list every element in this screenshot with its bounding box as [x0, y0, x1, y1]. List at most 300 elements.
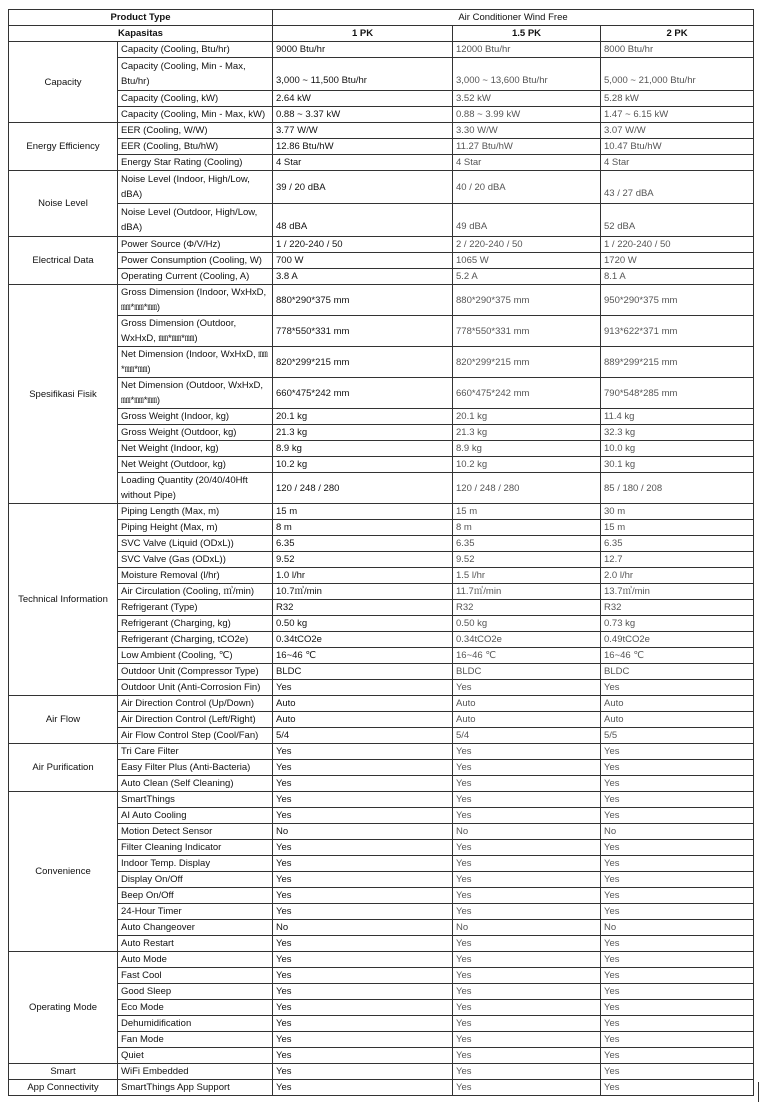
table-row — [9, 632, 754, 648]
spec-value-1pk: Yes — [273, 856, 453, 872]
table-row — [9, 568, 754, 584]
table-row — [9, 171, 754, 204]
spec-value-1-5pk: 0.34tCO2e — [453, 632, 601, 648]
spec-value-1pk: 3.77 W/W — [273, 123, 453, 139]
spec-value-1-5pk: Yes — [453, 936, 601, 952]
spec-value-1-5pk: 20.1 kg — [453, 409, 601, 425]
column-header-1pk: 1 PK — [273, 26, 453, 42]
table-row — [9, 856, 754, 872]
spec-value-1pk: Yes — [273, 840, 453, 856]
spec-label: Beep On/Off — [118, 888, 273, 904]
spec-label: Air Circulation (Cooling, ㎥/min) — [118, 584, 273, 600]
spec-value-1-5pk: 0.50 kg — [453, 616, 601, 632]
spec-value-1-5pk: 5/4 — [453, 728, 601, 744]
spec-value-1-5pk: 15 m — [453, 504, 601, 520]
spec-value-1pk: No — [273, 920, 453, 936]
spec-value-1pk: Yes — [273, 936, 453, 952]
spec-label: Filter Cleaning Indicator — [118, 840, 273, 856]
spec-value-2pk: Yes — [601, 904, 754, 920]
spec-label: Net Weight (Outdoor, kg) — [118, 457, 273, 473]
table-row — [9, 680, 754, 696]
table-row — [9, 1080, 754, 1096]
spec-label: Display On/Off — [118, 872, 273, 888]
spec-value-2pk: Yes — [601, 1016, 754, 1032]
spec-value-2pk: Yes — [601, 952, 754, 968]
spec-value-1-5pk: 1065 W — [453, 253, 601, 269]
spec-value-1pk: 660*475*242 mm — [273, 378, 453, 409]
spec-value-1-5pk: No — [453, 824, 601, 840]
spec-value-1pk: 0.88 ~ 3.37 kW — [273, 107, 453, 123]
spec-label: Quiet — [118, 1048, 273, 1064]
spec-value-1pk: Yes — [273, 1080, 453, 1096]
spec-value-1pk: Yes — [273, 968, 453, 984]
spec-value-2pk: 11.4 kg — [601, 409, 754, 425]
spec-label: Gross Weight (Indoor, kg) — [118, 409, 273, 425]
spec-value-2pk: 10.0 kg — [601, 441, 754, 457]
spec-value-1-5pk: 40 / 20 dBA — [453, 171, 601, 204]
spec-value-2pk: Yes — [601, 936, 754, 952]
spec-label: Capacity (Cooling, kW) — [118, 91, 273, 107]
spec-value-1pk: 8.9 kg — [273, 441, 453, 457]
spec-value-1pk: BLDC — [273, 664, 453, 680]
group-label: Noise Level — [9, 171, 118, 237]
spec-value-1pk: 48 dBA — [273, 204, 453, 237]
table-row — [9, 744, 754, 760]
spec-value-1-5pk: Yes — [453, 776, 601, 792]
column-header-2pk: 2 PK — [601, 26, 754, 42]
table-row — [9, 473, 754, 504]
spec-label: Gross Dimension (Outdoor, WxHxD, ㎜*㎜*㎜) — [118, 316, 273, 347]
spec-value-2pk: Yes — [601, 792, 754, 808]
spec-value-2pk: Yes — [601, 888, 754, 904]
spec-label: Operating Current (Cooling, A) — [118, 269, 273, 285]
spec-value-1pk: R32 — [273, 600, 453, 616]
spec-label: Capacity (Cooling, Min - Max, Btu/hr) — [118, 58, 273, 91]
spec-value-1pk: 10.2 kg — [273, 457, 453, 473]
spec-label: Air Direction Control (Up/Down) — [118, 696, 273, 712]
spec-value-2pk: BLDC — [601, 664, 754, 680]
spec-value-1-5pk: Yes — [453, 680, 601, 696]
table-row — [9, 42, 754, 58]
spec-value-1-5pk: 2 / 220-240 / 50 — [453, 237, 601, 253]
spec-value-1pk: 9000 Btu/hr — [273, 42, 453, 58]
spec-value-1pk: Yes — [273, 952, 453, 968]
spec-value-1pk: 1 / 220-240 / 50 — [273, 237, 453, 253]
spec-label: Moisture Removal (l/hr) — [118, 568, 273, 584]
spec-value-1pk: 0.34tCO2e — [273, 632, 453, 648]
spec-value-1pk: Yes — [273, 1064, 453, 1080]
spec-value-1-5pk: 6.35 — [453, 536, 601, 552]
header-row-product-type — [9, 10, 754, 26]
spec-value-1pk: Yes — [273, 888, 453, 904]
spec-value-1-5pk: 0.88 ~ 3.99 kW — [453, 107, 601, 123]
spec-value-1pk: 0.50 kg — [273, 616, 453, 632]
spec-label: Capacity (Cooling, Min - Max, kW) — [118, 107, 273, 123]
table-row — [9, 920, 754, 936]
spec-value-1pk: Yes — [273, 904, 453, 920]
spec-value-2pk: 8000 Btu/hr — [601, 42, 754, 58]
spec-value-1-5pk: 11.27 Btu/hW — [453, 139, 601, 155]
spec-value-1pk: 39 / 20 dBA — [273, 171, 453, 204]
spec-value-1-5pk: Auto — [453, 712, 601, 728]
spec-value-1pk: 4 Star — [273, 155, 453, 171]
spec-value-2pk: 16~46 ℃ — [601, 648, 754, 664]
spec-value-1pk: Yes — [273, 760, 453, 776]
table-row — [9, 155, 754, 171]
table-row — [9, 441, 754, 457]
spec-value-1-5pk: Yes — [453, 968, 601, 984]
spec-value-1-5pk: BLDC — [453, 664, 601, 680]
spec-value-1pk: Yes — [273, 808, 453, 824]
spec-value-2pk: Yes — [601, 1000, 754, 1016]
group-label: Capacity — [9, 42, 118, 123]
product-type-value: Air Conditioner Wind Free — [273, 10, 754, 26]
spec-value-1pk: 21.3 kg — [273, 425, 453, 441]
spec-value-1-5pk: Auto — [453, 696, 601, 712]
spec-value-2pk: Yes — [601, 968, 754, 984]
spec-value-1-5pk: R32 — [453, 600, 601, 616]
table-row — [9, 409, 754, 425]
spec-label: EER (Cooling, Btu/hW) — [118, 139, 273, 155]
table-row — [9, 872, 754, 888]
table-row — [9, 285, 754, 316]
spec-label: Dehumidification — [118, 1016, 273, 1032]
spec-value-1-5pk: Yes — [453, 1048, 601, 1064]
table-row — [9, 504, 754, 520]
table-row — [9, 1000, 754, 1016]
spec-value-2pk: 1720 W — [601, 253, 754, 269]
spec-value-2pk: Yes — [601, 760, 754, 776]
spec-value-1pk: 700 W — [273, 253, 453, 269]
spec-value-1-5pk: 4 Star — [453, 155, 601, 171]
spec-value-2pk: No — [601, 920, 754, 936]
spec-value-1pk: 15 m — [273, 504, 453, 520]
spec-value-1-5pk: Yes — [453, 952, 601, 968]
group-label: Spesifikasi Fisik — [9, 285, 118, 504]
spec-label: Fan Mode — [118, 1032, 273, 1048]
spec-label: Motion Detect Sensor — [118, 824, 273, 840]
spec-value-1-5pk: 820*299*215 mm — [453, 347, 601, 378]
spec-value-1-5pk: Yes — [453, 856, 601, 872]
spec-value-1-5pk: 3.52 kW — [453, 91, 601, 107]
table-row — [9, 840, 754, 856]
table-row — [9, 600, 754, 616]
spec-value-1-5pk: Yes — [453, 792, 601, 808]
spec-value-2pk: Yes — [601, 1032, 754, 1048]
kapasitas-label: Kapasitas — [9, 26, 273, 42]
table-row — [9, 968, 754, 984]
spec-label: Net Weight (Indoor, kg) — [118, 441, 273, 457]
table-row — [9, 648, 754, 664]
spec-value-1-5pk: 11.7㎥/min — [453, 584, 601, 600]
spec-label: Auto Restart — [118, 936, 273, 952]
spec-value-1-5pk: 21.3 kg — [453, 425, 601, 441]
table-row — [9, 107, 754, 123]
spec-value-2pk: 8.1 A — [601, 269, 754, 285]
spec-label: Indoor Temp. Display — [118, 856, 273, 872]
spec-value-1-5pk: 880*290*375 mm — [453, 285, 601, 316]
spec-value-1pk: Auto — [273, 696, 453, 712]
spec-value-2pk: 0.73 kg — [601, 616, 754, 632]
table-row — [9, 269, 754, 285]
table-row — [9, 808, 754, 824]
spec-sheet — [8, 9, 754, 1096]
spec-value-2pk: 1.47 ~ 6.15 kW — [601, 107, 754, 123]
spec-label: Refrigerant (Type) — [118, 600, 273, 616]
spec-body — [9, 42, 754, 1096]
table-row — [9, 237, 754, 253]
table-row — [9, 984, 754, 1000]
spec-label: Power Source (Φ/V/Hz) — [118, 237, 273, 253]
spec-label: Easy Filter Plus (Anti-Bacteria) — [118, 760, 273, 776]
spec-value-2pk: Yes — [601, 808, 754, 824]
spec-value-1pk: 2.64 kW — [273, 91, 453, 107]
spec-value-2pk: 790*548*285 mm — [601, 378, 754, 409]
spec-value-2pk: 950*290*375 mm — [601, 285, 754, 316]
spec-label: Refrigerant (Charging, kg) — [118, 616, 273, 632]
spec-value-2pk: 889*299*215 mm — [601, 347, 754, 378]
spec-value-2pk: 5.28 kW — [601, 91, 754, 107]
spec-value-1-5pk: Yes — [453, 984, 601, 1000]
product-type-label: Product Type — [9, 10, 273, 26]
spec-value-2pk: 913*622*371 mm — [601, 316, 754, 347]
spec-value-1pk: 820*299*215 mm — [273, 347, 453, 378]
spec-label: SmartThings — [118, 792, 273, 808]
spec-label: Energy Star Rating (Cooling) — [118, 155, 273, 171]
table-row — [9, 776, 754, 792]
spec-value-1pk: No — [273, 824, 453, 840]
spec-value-2pk: 10.47 Btu/hW — [601, 139, 754, 155]
spec-label: Air Flow Control Step (Cool/Fan) — [118, 728, 273, 744]
spec-value-1pk: Yes — [273, 1000, 453, 1016]
spec-value-1-5pk: 9.52 — [453, 552, 601, 568]
spec-value-1-5pk: 5.2 A — [453, 269, 601, 285]
spec-value-1-5pk: Yes — [453, 1000, 601, 1016]
table-row — [9, 253, 754, 269]
spec-value-1pk: 880*290*375 mm — [273, 285, 453, 316]
spec-value-1-5pk: Yes — [453, 840, 601, 856]
header-row-kapasitas — [9, 26, 754, 42]
spec-value-2pk: 5,000 ~ 21,000 Btu/hr — [601, 58, 754, 91]
spec-value-1-5pk: 778*550*331 mm — [453, 316, 601, 347]
table-row — [9, 520, 754, 536]
table-row — [9, 425, 754, 441]
spec-value-1-5pk: Yes — [453, 1032, 601, 1048]
table-row — [9, 1032, 754, 1048]
table-row — [9, 1064, 754, 1080]
spec-value-2pk: 32.3 kg — [601, 425, 754, 441]
spec-value-1pk: Yes — [273, 776, 453, 792]
spec-label: Fast Cool — [118, 968, 273, 984]
table-row — [9, 952, 754, 968]
spec-value-1-5pk: 3.30 W/W — [453, 123, 601, 139]
spec-value-1-5pk: Yes — [453, 744, 601, 760]
spec-value-2pk: 30 m — [601, 504, 754, 520]
spec-label: Piping Length (Max, m) — [118, 504, 273, 520]
table-row — [9, 712, 754, 728]
spec-value-2pk: 52 dBA — [601, 204, 754, 237]
spec-value-2pk: Auto — [601, 712, 754, 728]
spec-value-1pk: 12.86 Btu/hW — [273, 139, 453, 155]
spec-value-1pk: Yes — [273, 1032, 453, 1048]
table-row — [9, 792, 754, 808]
spec-value-2pk: Yes — [601, 744, 754, 760]
spec-value-1pk: 16~46 ℃ — [273, 648, 453, 664]
spec-value-1-5pk: 49 dBA — [453, 204, 601, 237]
group-label: Electrical Data — [9, 237, 118, 285]
spec-label: Air Direction Control (Left/Right) — [118, 712, 273, 728]
spec-value-1-5pk: 12000 Btu/hr — [453, 42, 601, 58]
spec-value-1pk: Yes — [273, 872, 453, 888]
spec-label: Outdoor Unit (Compressor Type) — [118, 664, 273, 680]
spec-value-2pk: 12.7 — [601, 552, 754, 568]
spec-label: Gross Weight (Outdoor, kg) — [118, 425, 273, 441]
spec-value-2pk: 6.35 — [601, 536, 754, 552]
spec-value-2pk: Yes — [601, 1080, 754, 1096]
spec-value-1-5pk: 1.5 l/hr — [453, 568, 601, 584]
table-row — [9, 536, 754, 552]
spec-value-1pk: Yes — [273, 680, 453, 696]
spec-label: SmartThings App Support — [118, 1080, 273, 1096]
table-row — [9, 664, 754, 680]
spec-value-1-5pk: Yes — [453, 872, 601, 888]
spec-value-2pk: 4 Star — [601, 155, 754, 171]
spec-value-2pk: 3.07 W/W — [601, 123, 754, 139]
spec-label: SVC Valve (Liquid (ODxL)) — [118, 536, 273, 552]
spec-value-1pk: 10.7㎥/min — [273, 584, 453, 600]
spec-label: 24-Hour Timer — [118, 904, 273, 920]
spec-label: Capacity (Cooling, Btu/hr) — [118, 42, 273, 58]
group-label: Air Flow — [9, 696, 118, 744]
spec-value-2pk: R32 — [601, 600, 754, 616]
spec-label: Noise Level (Outdoor, High/Low, dBA) — [118, 204, 273, 237]
spec-value-1-5pk: 3,000 ~ 13,600 Btu/hr — [453, 58, 601, 91]
spec-label: Piping Height (Max, m) — [118, 520, 273, 536]
spec-value-1pk: 8 m — [273, 520, 453, 536]
spec-value-2pk: Auto — [601, 696, 754, 712]
spec-value-1pk: 3.8 A — [273, 269, 453, 285]
spec-value-2pk: 30.1 kg — [601, 457, 754, 473]
spec-value-2pk: Yes — [601, 872, 754, 888]
spec-value-1-5pk: No — [453, 920, 601, 936]
table-row — [9, 616, 754, 632]
spec-value-2pk: 15 m — [601, 520, 754, 536]
spec-value-1-5pk: 8.9 kg — [453, 441, 601, 457]
spec-value-1pk: Yes — [273, 792, 453, 808]
spec-label: Auto Clean (Self Cleaning) — [118, 776, 273, 792]
spec-table — [8, 9, 754, 1096]
spec-value-2pk: Yes — [601, 680, 754, 696]
spec-label: Refrigerant (Charging, tCO2e) — [118, 632, 273, 648]
spec-value-1-5pk: 120 / 248 / 280 — [453, 473, 601, 504]
table-row — [9, 123, 754, 139]
spec-value-1pk: Yes — [273, 984, 453, 1000]
spec-value-1-5pk: Yes — [453, 808, 601, 824]
spec-value-2pk: Yes — [601, 776, 754, 792]
spec-value-1pk: Auto — [273, 712, 453, 728]
spec-label: Net Dimension (Outdoor, WxHxD, ㎜*㎜*㎜) — [118, 378, 273, 409]
spec-value-1-5pk: Yes — [453, 904, 601, 920]
spec-value-1-5pk: 16~46 ℃ — [453, 648, 601, 664]
group-label: Smart — [9, 1064, 118, 1080]
spec-value-1pk: Yes — [273, 1016, 453, 1032]
spec-value-2pk: No — [601, 824, 754, 840]
group-label: Technical Information — [9, 504, 118, 696]
spec-value-2pk: Yes — [601, 984, 754, 1000]
spec-label: SVC Valve (Gas (ODxL)) — [118, 552, 273, 568]
spec-value-1-5pk: 8 m — [453, 520, 601, 536]
table-row — [9, 1048, 754, 1064]
table-row — [9, 378, 754, 409]
spec-value-1pk: 5/4 — [273, 728, 453, 744]
table-row — [9, 824, 754, 840]
spec-label: Tri Care Filter — [118, 744, 273, 760]
spec-value-1pk: 3,000 ~ 11,500 Btu/hr — [273, 58, 453, 91]
spec-value-2pk: 0.49tCO2e — [601, 632, 754, 648]
spec-value-1-5pk: Yes — [453, 888, 601, 904]
column-header-1-5pk: 1.5 PK — [453, 26, 601, 42]
spec-value-2pk: 43 / 27 dBA — [601, 171, 754, 204]
table-row — [9, 91, 754, 107]
spec-value-1-5pk: Yes — [453, 760, 601, 776]
spec-label: Eco Mode — [118, 1000, 273, 1016]
spec-label: EER (Cooling, W/W) — [118, 123, 273, 139]
spec-value-1-5pk: 660*475*242 mm — [453, 378, 601, 409]
spec-value-2pk: 13.7㎥/min — [601, 584, 754, 600]
border-tick — [758, 1082, 759, 1102]
spec-value-1-5pk: Yes — [453, 1080, 601, 1096]
spec-label: Gross Dimension (Indoor, WxHxD, ㎜*㎜*㎜) — [118, 285, 273, 316]
spec-value-1pk: 6.35 — [273, 536, 453, 552]
table-row — [9, 728, 754, 744]
spec-label: Auto Mode — [118, 952, 273, 968]
spec-value-1pk: 120 / 248 / 280 — [273, 473, 453, 504]
spec-value-1pk: 1.0 l/hr — [273, 568, 453, 584]
spec-value-2pk: 85 / 180 / 208 — [601, 473, 754, 504]
spec-value-1-5pk: Yes — [453, 1016, 601, 1032]
group-label: Convenience — [9, 792, 118, 952]
spec-label: WiFi Embedded — [118, 1064, 273, 1080]
spec-value-1pk: 9.52 — [273, 552, 453, 568]
table-row — [9, 204, 754, 237]
table-row — [9, 1016, 754, 1032]
spec-value-1pk: 778*550*331 mm — [273, 316, 453, 347]
spec-value-2pk: 1 / 220-240 / 50 — [601, 237, 754, 253]
spec-label: Low Ambient (Cooling, ℃) — [118, 648, 273, 664]
spec-label: Auto Changeover — [118, 920, 273, 936]
table-row — [9, 760, 754, 776]
spec-value-1-5pk: 10.2 kg — [453, 457, 601, 473]
spec-value-2pk: Yes — [601, 1064, 754, 1080]
table-row — [9, 139, 754, 155]
spec-value-1pk: Yes — [273, 1048, 453, 1064]
table-row — [9, 316, 754, 347]
spec-value-2pk: Yes — [601, 840, 754, 856]
table-row — [9, 457, 754, 473]
group-label: App Connectivity — [9, 1080, 118, 1096]
spec-label: Power Consumption (Cooling, W) — [118, 253, 273, 269]
spec-label: AI Auto Cooling — [118, 808, 273, 824]
spec-value-2pk: Yes — [601, 856, 754, 872]
table-row — [9, 696, 754, 712]
table-row — [9, 888, 754, 904]
table-row — [9, 58, 754, 91]
table-row — [9, 584, 754, 600]
spec-value-2pk: 5/5 — [601, 728, 754, 744]
table-row — [9, 552, 754, 568]
group-label: Operating Mode — [9, 952, 118, 1064]
spec-value-1-5pk: Yes — [453, 1064, 601, 1080]
